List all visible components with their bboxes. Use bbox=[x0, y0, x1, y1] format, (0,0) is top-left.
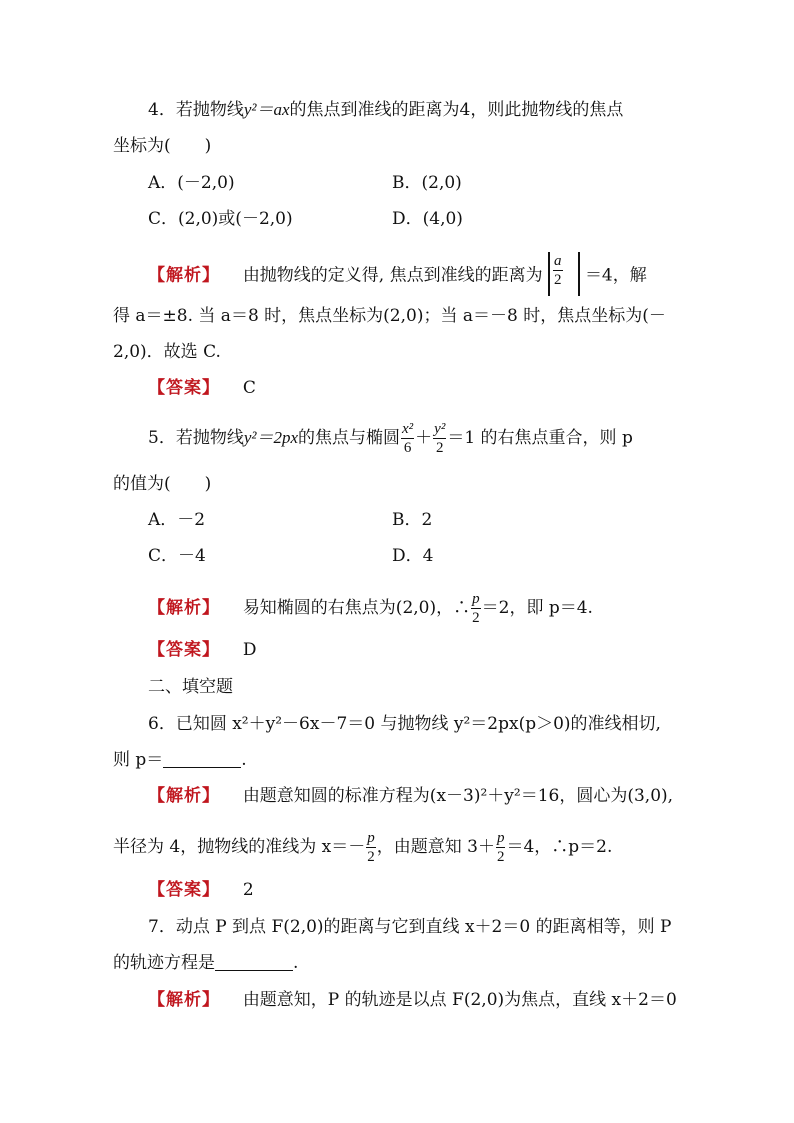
q4-analysis-label: 【解析】 bbox=[148, 265, 220, 286]
q4-analysis-line2 bbox=[113, 304, 666, 328]
q6-analysis-line1 bbox=[148, 784, 673, 808]
q7-analysis-label: 【解析】 bbox=[148, 990, 220, 1010]
q4-option-d: D．(4,0) bbox=[392, 209, 463, 229]
q5-option-c: C．－4 bbox=[148, 546, 206, 566]
q4-stem-b: 的焦点到准线的距离为4，则此抛物线的焦点 bbox=[289, 100, 624, 120]
q5-fraction-x: $\frac{\text{x²}}{6}$ bbox=[402, 421, 414, 456]
q4-analysis-a: 由抛物线的定义得, 焦点到准线的距离为 bbox=[242, 265, 543, 286]
q5-stem-line2 bbox=[113, 472, 211, 496]
q5-stem-a: 5．若抛物线 bbox=[148, 428, 244, 448]
q7-analysis-line1 bbox=[148, 988, 677, 1012]
q7-stem-line1 bbox=[148, 915, 671, 939]
q4-option-a: A．(－2,0) bbox=[148, 173, 235, 193]
q4-analysis-c: 得 a＝±8. 当 a＝8 时，焦点坐标为(2,0)；当 a＝－8 时，焦点坐标为(－ bbox=[113, 306, 666, 326]
q6-stem-a: 6．已知圆 x²＋y²－6x－7＝0 与抛物线 y²＝2px(p＞0)的准线相切, bbox=[148, 714, 661, 734]
q5-equation: y²＝2px bbox=[243, 428, 299, 447]
q5-stem-b: 的焦点与椭圆 bbox=[298, 428, 401, 448]
q4-option-c: C．(2,0)或(－2,0) bbox=[148, 209, 293, 229]
q4-equation: y²＝ax bbox=[243, 100, 290, 119]
q4-answer-label: 【答案】 bbox=[148, 378, 220, 398]
q6-stem-line1 bbox=[148, 712, 661, 736]
q5-analysis-b: ＝2，即 p＝4. bbox=[481, 598, 593, 618]
q5-answer-line bbox=[148, 638, 256, 662]
q6-stem-line2: 则 p＝ . bbox=[113, 750, 247, 770]
q6-analysis-fraction-2: $\frac{p}{2}$ bbox=[496, 830, 505, 865]
q6-analysis-fraction-1: $\frac{p}{2}$ bbox=[367, 830, 375, 865]
q4-analysis-line3 bbox=[113, 340, 221, 364]
q5-answer: D bbox=[242, 640, 257, 660]
q5-answer-label: 【答案】 bbox=[148, 640, 220, 660]
q5-option-d: D．4 bbox=[392, 546, 434, 566]
q6-answer-blank[interactable] bbox=[163, 749, 241, 768]
q6-answer-label: 【答案】 bbox=[148, 880, 220, 900]
q6-answer: 2 bbox=[242, 880, 254, 900]
q5-analysis-line bbox=[148, 590, 593, 627]
q4-abs-fraction: $\frac{a}{2}$ bbox=[548, 252, 580, 296]
q5-analysis-label: 【解析】 bbox=[148, 598, 220, 618]
q4-analysis-b: ＝4，解 bbox=[584, 265, 647, 286]
q5-analysis-a: 易知椭圆的右焦点为(2,0)，∴ bbox=[242, 598, 471, 618]
q5-option-a: A．－2 bbox=[148, 510, 206, 530]
q5-stem-line1: 5．若抛物线y²＝2px的焦点与椭圆 $\frac{\text{x²}}{6}$ ＋ $\frac{\text{y²}}{2}$ ＝1 的右焦点重合，则 p bbox=[148, 421, 633, 456]
q4-option-b: B．(2,0) bbox=[392, 173, 462, 193]
q4-stem-c: 坐标为( ) bbox=[113, 136, 212, 156]
q5-stem-d: 的值为( ) bbox=[113, 474, 212, 494]
q7-analysis-a: 由题意知，P 的轨迹是以点 F(2,0)为焦点，直线 x＋2＝0 bbox=[242, 990, 677, 1010]
section-title-fill-in: 二、填空题 bbox=[148, 677, 233, 697]
q4-analysis-d: 2,0)．故选 C. bbox=[113, 342, 221, 362]
q4-stem-line1 bbox=[148, 98, 623, 122]
q4-stem-a: 4．若抛物线 bbox=[148, 100, 244, 120]
q7-answer-blank[interactable] bbox=[215, 952, 293, 971]
q6-analysis-line2: 半径为 4，抛物线的准线为 x＝－ $\frac{p}{2}$ ，由题意知 3＋ $\frac{p}{2}$ ＝4，∴p＝2. bbox=[113, 830, 613, 865]
q4-answer: C bbox=[242, 378, 256, 398]
q5-option-b: B．2 bbox=[392, 510, 433, 530]
q6-analysis-label: 【解析】 bbox=[148, 786, 220, 806]
q6-analysis-a: 由题意知圆的标准方程为(x－3)²＋y²＝16，圆心为(3,0), bbox=[242, 786, 674, 806]
q7-stem-line2: 的轨迹方程是 . bbox=[113, 953, 299, 973]
q4-answer-line bbox=[148, 376, 256, 400]
q7-stem-b: 的轨迹方程是 bbox=[113, 953, 215, 973]
q4-stem-line2 bbox=[113, 134, 211, 158]
q5-stem-c: ＝1 的右焦点重合，则 p bbox=[447, 428, 633, 448]
q5-fraction-y: $\frac{\text{y²}}{2}$ bbox=[434, 421, 446, 456]
q7-stem-a: 7．动点 P 到点 F(2,0)的距离与它到直线 x＋2＝0 的距离相等，则 P bbox=[148, 917, 672, 937]
q6-answer-line bbox=[148, 878, 254, 902]
q6-stem-b: 则 p＝ bbox=[113, 750, 164, 770]
q4-analysis-line1 bbox=[148, 254, 647, 298]
q5-analysis-fraction: $\frac{p}{2}$ bbox=[472, 591, 480, 626]
